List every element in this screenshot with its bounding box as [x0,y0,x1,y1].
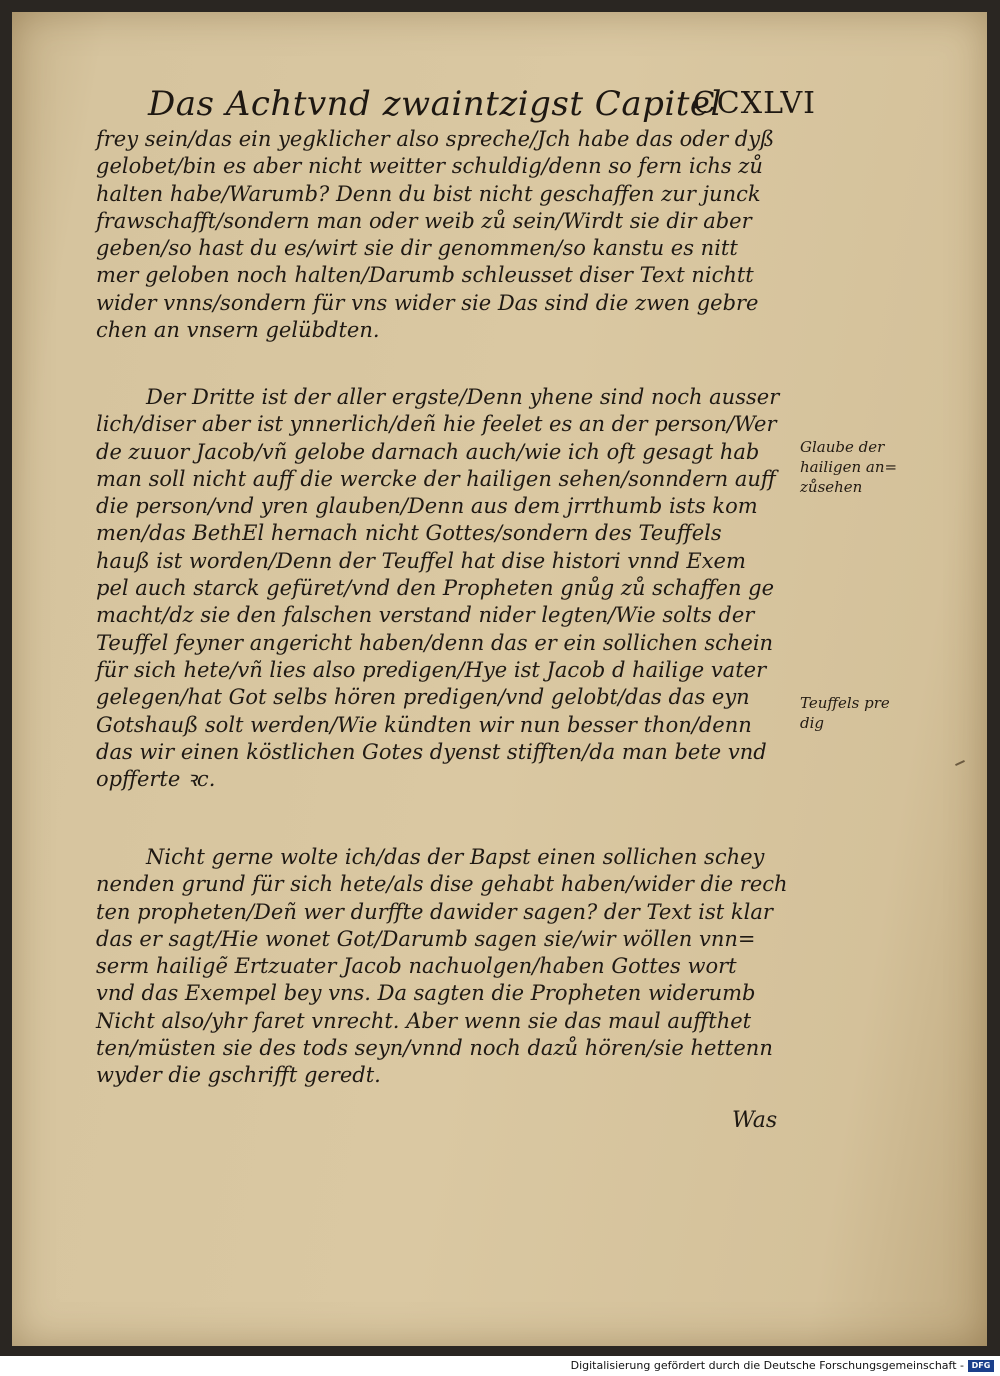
text-line: Nicht also/yhr faret vnrecht. Aber wenn sie das maul auffthet [96,1008,752,1033]
text-line: wyder die gschrifft geredt. [96,1063,381,1088]
text-line: man soll nicht auff die wercke der hailigen sehen/sonndern auff [96,466,776,491]
text-line: das er sagt/Hie wonet Got/Darumb sagen sie/wir wöllen vnn= [96,926,756,951]
text-line: opfferte ꝛc. [96,767,216,792]
text-line: vnd das Exempel bey vns. Da sagten die Propheten widerumb [96,981,756,1006]
text-line: macht/dz sie den falschen verstand nider legten/Wie solts der [96,603,755,628]
text-line: nenden grund für sich hete/als dise gehabt haben/wider die rech [96,872,788,897]
text-line: hauß ist worden/Denn der Teuffel hat dise histori vnnd Exem [96,548,746,573]
digitization-footer [0,1356,1000,1376]
paragraph-2 [96,384,800,793]
chapter-title: Das Achtvnd zwaintzigst Capitel [148,84,722,124]
margin-note-line: dig [800,714,825,732]
text-line: men/das BethEl hernach nicht Gottes/sondern des Teuffels [96,521,722,546]
text-line: gelobet/bin es aber nicht weitter schuldig/denn so fern ichs zů [96,154,763,179]
text-line: die person/vnd yren glauben/Denn aus dem jrrthumb ists kom [96,494,758,519]
text-line: ten propheten/Deñ wer durffte dawider sagen? der Text ist klar [96,899,773,924]
paragraph-1 [96,126,800,344]
text-line: pel auch starck gefüret/vnd den Propheten gnůg zů schaffen ge [96,576,775,601]
paragraph-3 [96,844,800,1090]
text-line: frey sein/das ein yegklicher also spreche/Jch habe das oder dyß [96,127,775,151]
folio-number: CCXLVI [692,86,816,121]
text-line: ten/müsten sie des tods seyn/vnnd noch dazů hören/sie hettenn [96,1036,773,1061]
margin-note-teuffels [800,693,920,733]
text-line: lich/diser aber ist ynnerlich/deñ hie feelet es an der person/Wer [96,412,777,437]
funding-notice: Digitalisierung gefördert durch die Deutsche Forschungsgemeinschaft - [570,1359,964,1372]
text-line: das wir einen köstlichen Gotes dyenst stifften/da man bete vnd [96,739,767,764]
running-head [148,84,816,128]
text-line: de zuuor Jacob/vñ gelobe darnach auch/wie ich oft gesagt hab [96,439,760,464]
margin-note-line: Glaube der [800,438,885,456]
margin-note-line: zůsehen [800,478,863,496]
catchword: Was [732,1108,778,1133]
text-line: halten habe/Warumb? Denn du bist nicht geschaffen zur junck [96,181,761,206]
text-line: mer geloben noch halten/Darumb schleusset diser Text nichtt [96,263,754,288]
text-line: frawschafft/sondern man oder weib zů sein/Wirdt sie dir aber [96,208,752,233]
margin-note-glaube [800,437,920,497]
text-line: für sich hete/vñ lies also predigen/Hye ist Jacob d hailige vater [96,657,767,682]
text-line: gelegen/hat Got selbs hören predigen/vnd gelobt/das das eyn [96,685,750,710]
text-line: geben/so hast du es/wirt sie dir genommen/so kanstu es nitt [96,236,738,261]
text-line: Der Dritte ist der aller ergste/Denn yhene sind noch ausser [146,385,780,409]
text-line: chen an vnsern gelübdten. [96,318,380,343]
text-line: Teuffel feyner angericht haben/denn das er ein sollichen schein [96,630,774,655]
margin-note-line: Teuffels pre [800,694,890,712]
dfg-logo: DFG [968,1360,994,1372]
margin-note-line: hailigen an= [800,458,898,476]
text-line: serm hailigẽ Ertzuater Jacob nachuolgen/haben Gottes wort [96,954,737,979]
text-line: Nicht gerne wolte ich/das der Bapst einen sollichen schey [146,845,765,869]
text-line: Gotshauß solt werden/Wie kündten wir nun besser thon/denn [96,712,752,737]
text-line: wider vnns/sondern für vns wider sie Das sind die zwen gebre [96,290,759,315]
